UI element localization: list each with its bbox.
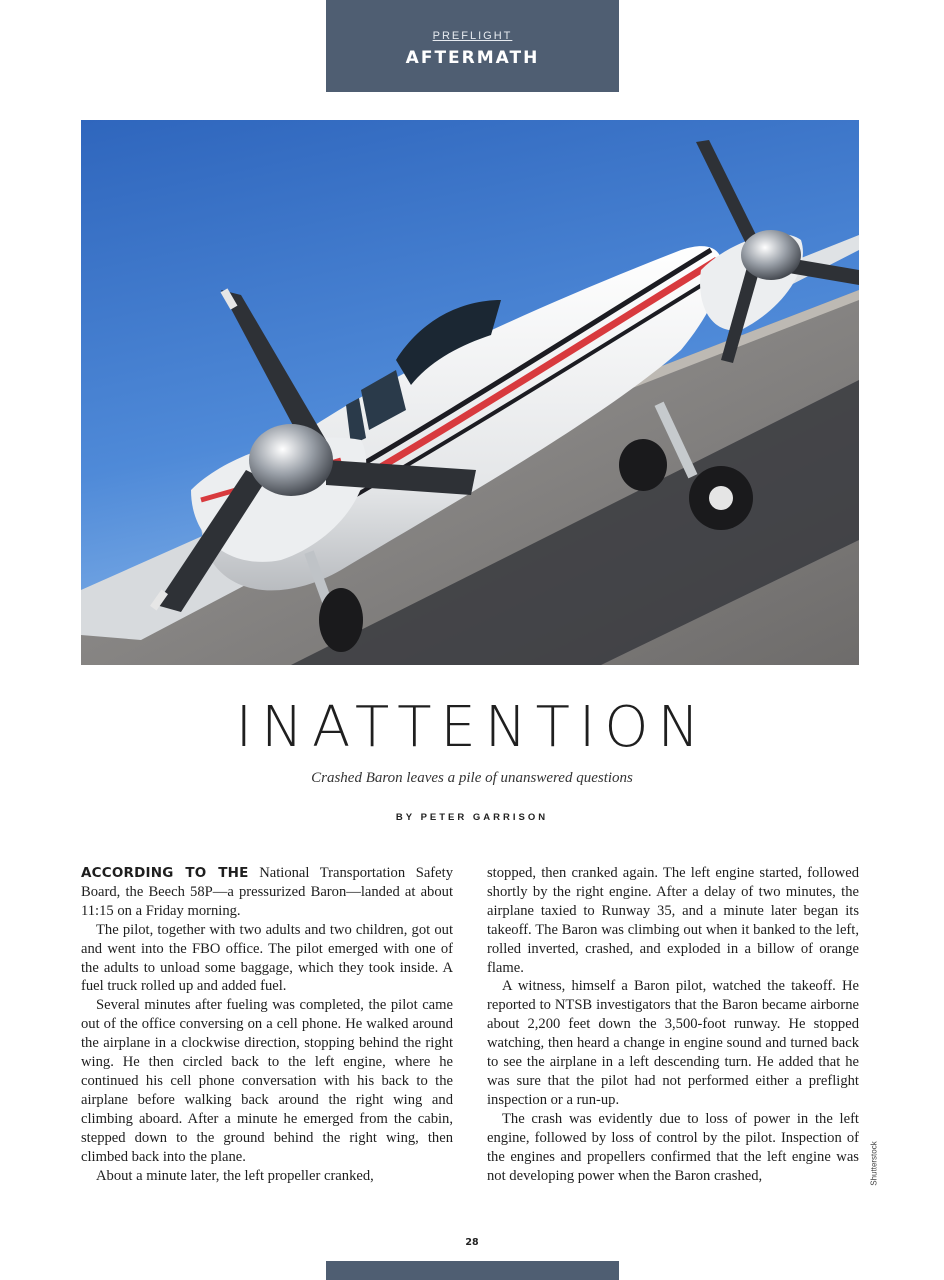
article-title: INATTENTION — [235, 695, 709, 760]
body-paragraph: The pilot, together with two adults and two children, got out and went into the FBO office. The pilot emerged with one of the adults to unload some baggage, which they took inside. A fuel truck rolled up and added fuel. — [81, 921, 453, 995]
body-paragraph: ACCORDING TO THE National Transportation Safety Board, the Beech 58P—a pressurized Baron—landed at about 11:15 on a Friday morning. — [81, 865, 453, 919]
lead-in: ACCORDING TO THE — [81, 865, 249, 881]
body-paragraph: About a minute later, the left propeller cranked, — [96, 1167, 374, 1184]
hero-photo — [81, 120, 859, 665]
photo-credit: Shutterstock — [869, 1141, 879, 1186]
article-subtitle: Crashed Baron leaves a pile of unanswered questions — [311, 770, 633, 786]
body-column-left — [81, 864, 453, 1185]
body-paragraph: stopped, then cranked again. The left engine started, followed shortly by the right engine. After a delay of two minutes, the airplane taxied to Runway 35, and a minute later began its takeoff. The Baron was climbing out when it banked to the left, rolled inverted, crashed, and exploded in a billow of orange flame. — [487, 865, 859, 976]
body-paragraph: Several minutes after fueling was completed, the pilot came out of the office conversing on a cell phone. He walked around the airplane in a clockwise direction, stopping behind the right wing. He then circled back to the left engine, where he continued his cell phone conversation with his back to the airplane before walking back around the right wing and climbing aboard. After a minute he emerged from the cabin, stepped down to the ground behind the right wing, then climbed back into the plane. — [81, 997, 453, 1165]
body-paragraph: The crash was evidently due to loss of power in the left engine, followed by loss of control by the pilot. Inspection of the engines and propellers confirmed that the left engine was not developing power when the Baron crashed, — [487, 1110, 859, 1184]
kicker-label: PREFLIGHT — [432, 30, 513, 42]
aircraft-illustration — [81, 120, 859, 665]
page-number: 28 — [465, 1237, 479, 1248]
footer-tab — [326, 1261, 619, 1280]
body-paragraph: A witness, himself a Baron pilot, watched the takeoff. He reported to NTSB investigators that the Baron became airborne about 2,200 feet down the 3,500-foot runway. He stopped watching, then heard a change in engine sound and turned back to see the airplane in a left descending turn. He added that he was sure that the pilot had not performed either a preflight inspection or a run-up. — [487, 978, 859, 1108]
section-title: AFTERMATH — [405, 48, 540, 68]
article-byline: BY PETER GARRISON — [395, 812, 549, 823]
section-header-tab — [326, 0, 619, 92]
body-column-right — [487, 864, 859, 1185]
